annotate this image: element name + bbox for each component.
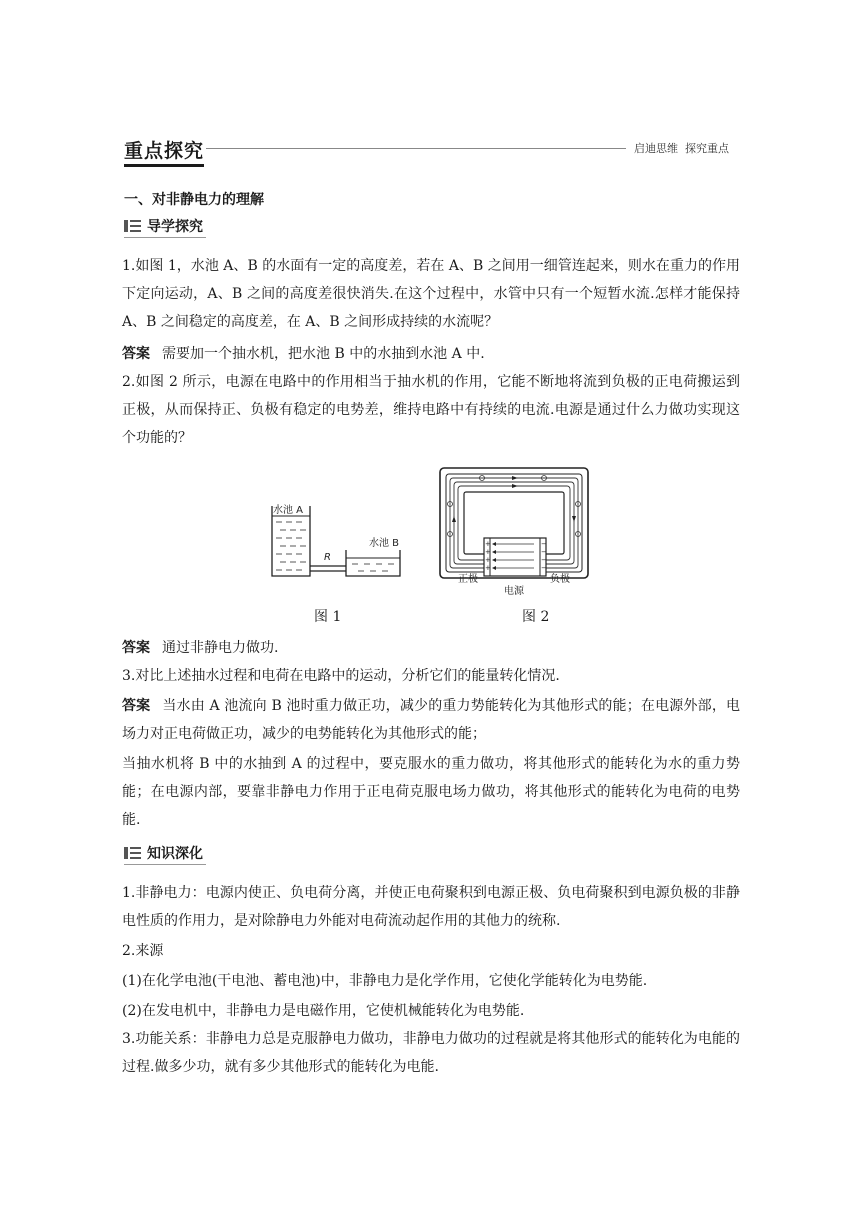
answer-3-continued: 当抽水机将 B 中的水抽到 A 的过程中，要克服水的重力做功，将其他形式的能转化为水的重力势能；在电源内部，要靠非静电力作用于正电荷克服电场力做功，将其他形式的能转化为电荷的电势能. (122, 756, 740, 828)
subsection-knowledge (124, 843, 203, 863)
list-icon (124, 847, 141, 859)
knowledge-point-3: 3.功能关系：非静电力总是克服静电力做功，非静电力做功的过程就是将其他形式的能转化为电能的过程.做多少功，就有多少其他形式的能转化为电能. (122, 1031, 740, 1075)
knowledge-point-2-1: (1)在化学电池(干电池、蓄电池)中，非静电力是化学作用，它使化学能转化为电势能. (122, 973, 648, 989)
answer-text: 需要加一个抽水机，把水池 B 中的水抽到水池 A 中. (162, 346, 485, 362)
svg-text:+: + (485, 556, 491, 564)
pool-b-label: 水池 B (369, 538, 400, 549)
svg-text:+: + (485, 540, 491, 548)
topic-heading: 一、对非静电力的理解 (124, 192, 264, 208)
svg-text:−: − (541, 540, 547, 548)
question-2: 2.如图 2 所示，电源在电路中的作用相当于抽水机的作用，它能不断地将流到负极的正电荷搬运到正极，从而保持正、负极有稳定的电势差，维持电路中有持续的电流.电源是通过什么力做功实现这个功能的？ (122, 374, 740, 446)
section-title: 重点探究 (124, 136, 204, 167)
answer-text: 通过非静电力做功. (162, 640, 279, 656)
answer-3 (122, 692, 740, 748)
pipe-label: R (324, 552, 331, 563)
power-source-label: 电源 (504, 586, 524, 597)
negative-terminal-label: 负极 (550, 574, 570, 585)
figure-2-caption: 图 2 (522, 609, 550, 625)
question-3: 3.对比上述抽水过程和电荷在电路中的运动，分析它们的能量转化情况. (122, 668, 560, 684)
figure-1-diagram (262, 498, 418, 584)
svg-text:+: + (485, 564, 491, 572)
subsection-label: 知识深化 (147, 846, 203, 862)
subsection-underline (124, 237, 206, 238)
header-tagline: 启迪思维 探究重点 (634, 142, 729, 155)
answer-label: 答案 (122, 346, 150, 362)
question-1: 1.如图 1，水池 A、B 的水面有一定的高度差，若在 A、B 之间用一细管连起来，则水在重力的作用下定向运动，A、B 之间的高度差很快消失.在这个过程中，水管中只有一个短暂水流.怎样才能保持 A、B 之间稳定的高度差，在 A、B 之间形成持续的水流呢？ (122, 258, 740, 330)
svg-text:−: − (541, 556, 547, 564)
subsection-label: 导学探究 (147, 219, 203, 235)
answer-2 (122, 634, 740, 662)
answer-label: 答案 (122, 698, 151, 714)
positive-terminal-label: 正极 (458, 574, 478, 585)
svg-text:−: − (541, 548, 547, 556)
subsection-underline (124, 864, 206, 865)
answer-label: 答案 (122, 640, 150, 656)
answer-1 (122, 340, 740, 368)
svg-text:−: − (541, 564, 547, 572)
knowledge-point-2: 2.来源 (122, 943, 164, 959)
svg-text:+: + (485, 548, 491, 556)
pool-a-label: 水池 A (273, 505, 304, 516)
list-icon (124, 220, 141, 232)
knowledge-point-2-2: (2)在发电机中，非静电力是电磁作用，它使机械能转化为电势能. (122, 1003, 525, 1019)
subsection-guided (124, 216, 203, 236)
header-divider (206, 148, 626, 149)
figure-1-caption: 图 1 (314, 609, 342, 625)
answer-text: 当水由 A 池流向 B 池时重力做正功，减少的重力势能转化为其他形式的能；在电源外部，电场力对正电荷做正功，减少的电势能转化为其他形式的能； (122, 698, 741, 742)
figure-2-diagram (434, 464, 594, 600)
knowledge-point-1: 1.非静电力：电源内使正、负电荷分离，并使正电荷聚积到电源正极、负电荷聚积到电源负极的非静电性质的作用力，是对除静电力外能对电荷流动起作用的其他力的统称. (122, 885, 740, 929)
